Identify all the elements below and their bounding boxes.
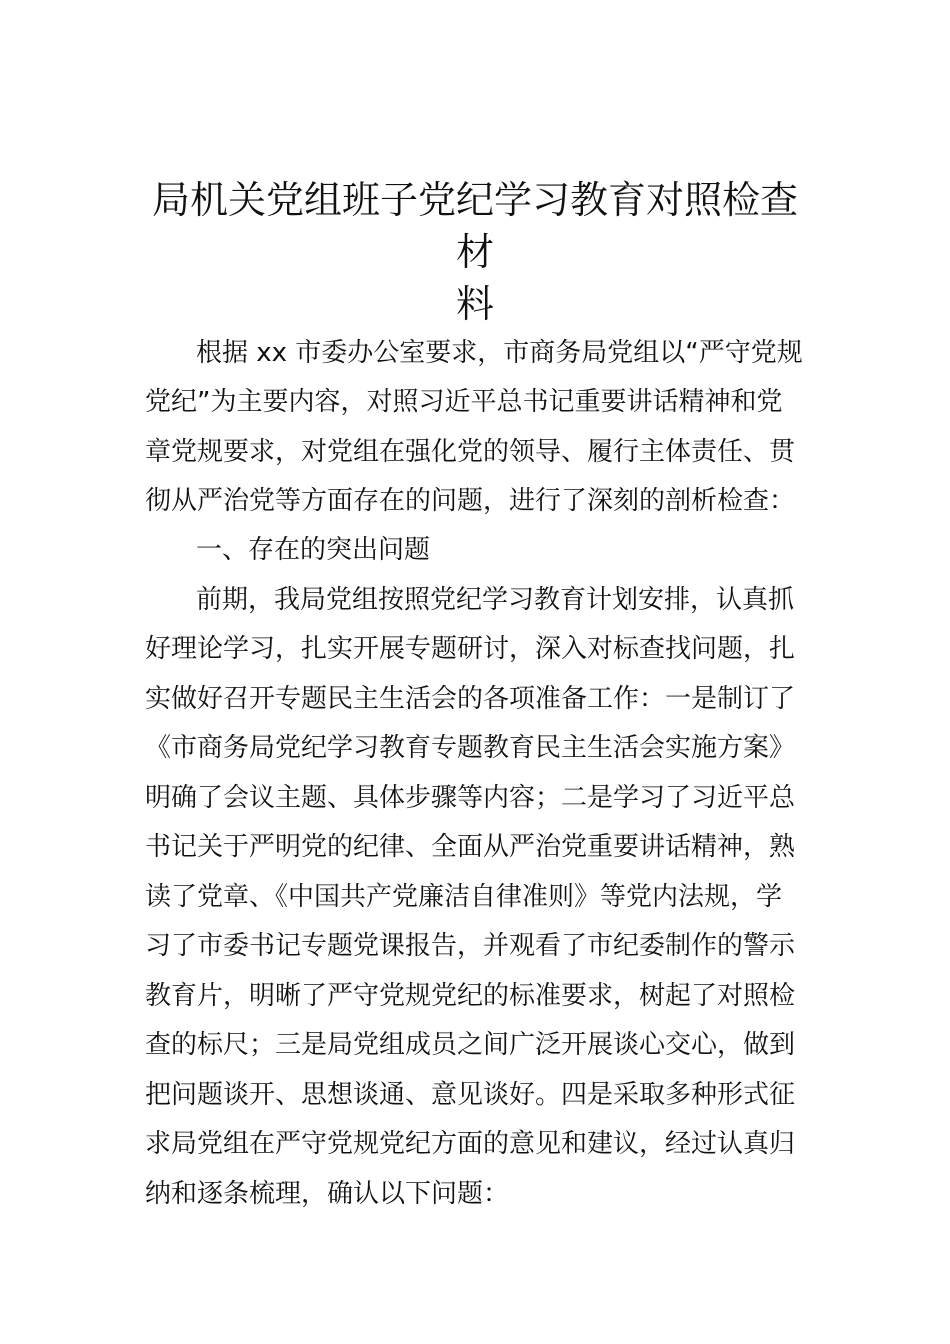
paragraph2-line-6: 书记关于严明党的纪律、全面从严治党重要讲话精神，熟 [145,832,796,862]
paragraph2-line-10: 查的标尺；三是局党组成员之间广泛开展谈心交心，做到 [145,1030,796,1060]
paragraph2-line-11: 把问题谈开、思想谈通、意见谈好。四是采取多种形式征 [145,1080,796,1110]
paragraph1-line-4: 彻从严治党等方面存在的问题，进行了深刻的剖析检查： [145,486,796,516]
paragraph2-line-12: 求局党组在严守党规党纪方面的意见和建议，经过认真归 [145,1129,796,1159]
title-line-2: 料 [455,282,494,326]
paragraph2-line-8: 习了市委书记专题党课报告，并观看了市纪委制作的警示 [145,931,796,961]
paragraph2-line-9: 教育片，明晰了严守党规党纪的标准要求，树起了对照检 [145,981,796,1011]
paragraph1-line-1: 根据 xx 市委办公室要求，市商务局党组以“严守党规 [196,338,803,368]
paragraph1-line-2: 党纪”为主要内容，对照习近平总书记重要讲话精神和党 [145,387,783,417]
paragraph2-line-13: 纳和逐条梳理，确认以下问题： [145,1179,510,1209]
paragraph1-line-3: 章党规要求，对党组在强化党的领导、履行主体责任、贯 [145,437,796,467]
paragraph2-line-4: 《市商务局党纪学习教育专题教育民主生活会实施方案》 [145,733,796,763]
paragraph2-line-7: 读了党章、《中国共产党廉洁自律准则》等党内法规，学 [145,882,783,912]
paragraph2-line-1: 前期，我局党组按照党纪学习教育计划安排，认真抓 [196,585,795,615]
section-heading: 一、存在的突出问题 [196,535,431,565]
title-line-1: 局机关党组班子党纪学习教育对照检查材 [151,178,798,274]
paragraph2-line-5: 明确了会议主题、具体步骤等内容；二是学习了习近平总 [145,783,796,813]
document-title [140,174,810,330]
paragraph2-line-3: 实做好召开专题民主生活会的各项准备工作：一是制订了 [145,684,796,714]
paragraph2-line-2: 好理论学习，扎实开展专题研讨，深入对标查找问题，扎 [145,634,796,664]
